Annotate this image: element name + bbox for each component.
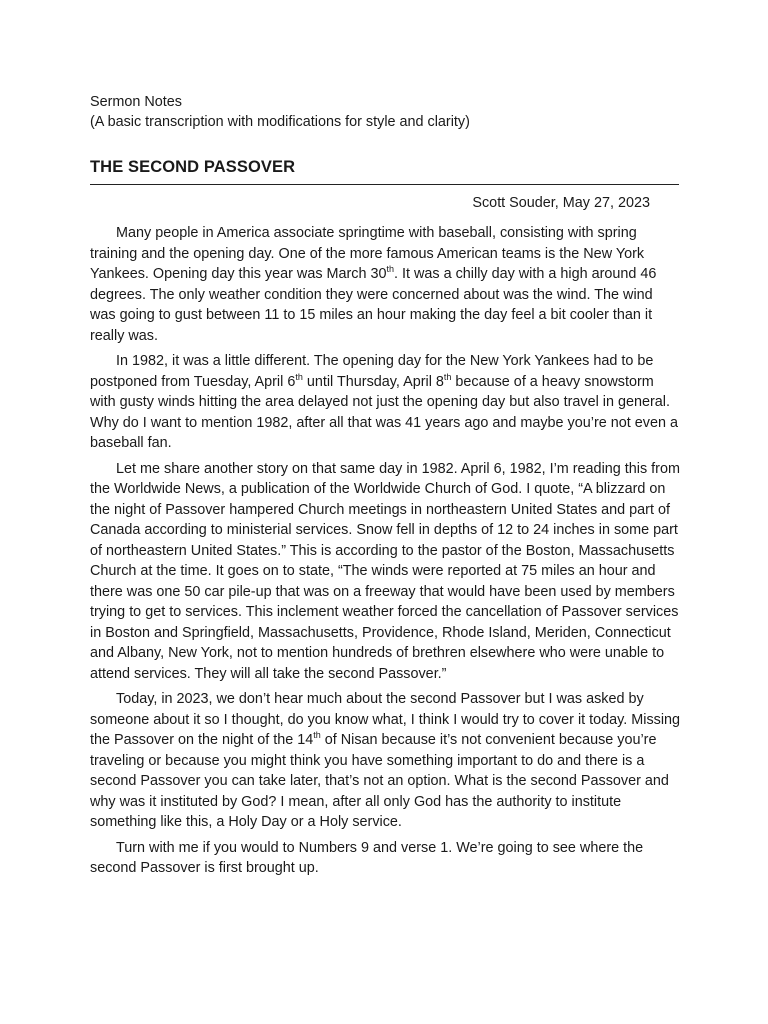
header-line-sermon-notes: Sermon Notes <box>90 94 182 110</box>
author-date-byline: Scott Souder, May 27, 2023 <box>472 195 650 211</box>
paragraph-5: Turn with me if you would to Numbers 9 and verse 1. We’re going to see where the second Passover is first brought up. <box>90 839 644 876</box>
paragraph-2: In 1982, it was a little different. The opening day for the New York Yankees had to be postponed from Tuesday, April 6th until Thursday, April 8th because of a heavy snowstorm with gusty winds hitting the area delayed not just the opening day but also travel in general. Why do I want to mention 1982, after all that was 41 years ago and maybe you’re not even a baseball fan. <box>90 353 678 451</box>
paragraph-4: Today, in 2023, we don’t hear much about the second Passover but I was asked by someone about it so I thought, do you know what, I think I would try to cover it today. Missing the Passover on the night of the 14th of Nisan because it’s not convenient because you’re traveling or because you might think you have something important to do and there is a second Passover you can take later, that’s not an option. What is the second Passover and why was it instituted by God? I mean, after all only God has the authority to institute something like this, a Holy Day or a Holy service. <box>90 691 681 830</box>
title-divider <box>90 184 679 185</box>
paragraph-3: Let me share another story on that same day in 1982. April 6, 1982, I’m reading this from the Worldwide News, a publication of the Worldwide Church of God. I quote, “A blizzard on the night of Passover hampered Church meetings in northeastern United States and part of Canada according to ministerial services. Snow fell in depths of 12 to 24 inches in some part of northeastern United States.” This is according to the pastor of the Boston, Massachusetts Church at the time. It goes on to state, “The winds were reported at 75 miles an hour and there was one 50 car pile-up that was on a freeway that would have been used by members trying to get to services. This inclement weather forced the cancellation of Passover services in Boston and Springfield, Massachusetts, Providence, Rhode Island, Meriden, Connecticut and Albany, New York, not to mention hundreds of brethren elsewhere who were unable to attend services. They will all take the second Passover.” <box>90 460 680 682</box>
document-title: THE SECOND PASSOVER <box>90 158 296 176</box>
paragraph-1: Many people in America associate springtime with baseball, consisting with spring training and the opening day. One of the more famous American teams is the New York Yankees. Opening day this year was March 30th. It was a chilly day with a high around 46 degrees. The only weather condition they were concerned about was the wind. The wind was going to gust between 11 to 15 miles an hour making the day feel a bit cooler than it really was. <box>90 225 657 344</box>
document-body <box>90 223 682 884</box>
header-line-transcription-note: (A basic transcription with modifications for style and clarity) <box>90 114 470 130</box>
document-header <box>90 92 470 132</box>
